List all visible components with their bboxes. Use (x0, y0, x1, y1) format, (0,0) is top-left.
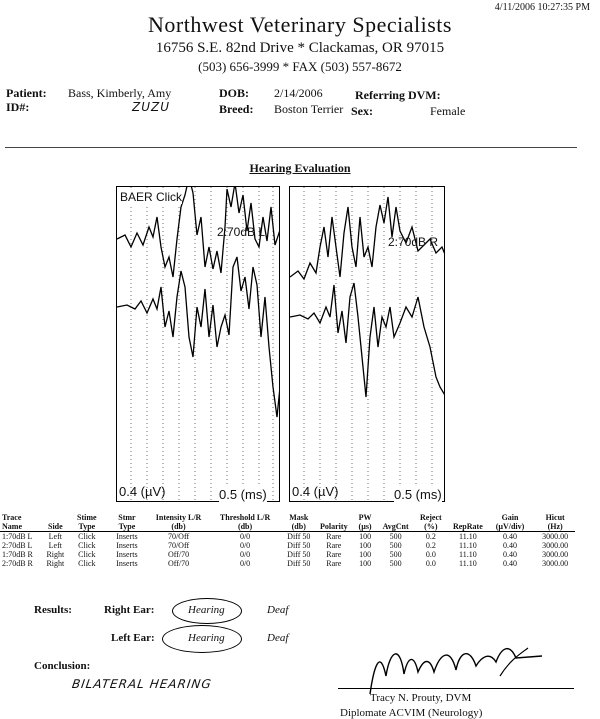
cell: Inserts (116, 541, 138, 550)
scale-uv-right: 0.4 (µV) (292, 484, 339, 499)
col-mask: Mask (db) (289, 513, 309, 531)
scale-ms-left: 0.5 (ms) (219, 487, 267, 502)
signer-title: Diplomate ACVIM (Neurology) (340, 707, 483, 719)
col-trace-name: Trace Name (2, 513, 22, 531)
col-polarity: Polarity (320, 522, 348, 531)
col-reject: Reject (%) (419, 513, 442, 531)
cell: Inserts (116, 532, 138, 541)
results-label: Results: (34, 604, 72, 616)
clinic-address: 16756 S.E. 82nd Drive * Clackamas, OR 97015 (155, 40, 445, 56)
panel-title-left: BAER Click (120, 190, 183, 204)
cell: Rare (326, 559, 342, 568)
cell: 0.0 (425, 559, 436, 568)
trace-table (0, 513, 575, 568)
cell: Rare (326, 532, 342, 541)
table-row (0, 541, 575, 550)
right-ear-deaf[interactable]: Deaf (267, 604, 289, 616)
col-stmr-type: Stmr Type (118, 513, 136, 531)
timestamp: 4/11/2006 10:27:35 PM (494, 2, 590, 13)
cell: 500 (389, 541, 402, 550)
scale-uv-left: 0.4 (µV) (119, 484, 166, 499)
col-threshold: Threshold L/R (db) (219, 513, 271, 531)
cell: Click (78, 532, 96, 541)
trace-table-header (0, 513, 575, 532)
id-label: ID#: (6, 100, 30, 114)
referring-dvm-label: Referring DVM: (355, 88, 441, 102)
col-avgcnt: AvgCnt (382, 522, 409, 531)
cell: Diff 50 (287, 532, 311, 541)
cell: Off/70 (167, 559, 190, 568)
cell: 11.10 (459, 559, 477, 568)
cell: 11.10 (459, 550, 477, 559)
conclusion-label: Conclusion: (34, 660, 91, 672)
cell: Diff 50 (287, 541, 311, 550)
signer-name: Tracy N. Prouty, DVM (370, 692, 472, 704)
cell: 0/0 (239, 550, 251, 559)
cell: Left (48, 541, 62, 550)
table-row (0, 559, 575, 568)
col-stime-type: Stime Type (77, 513, 97, 531)
baer-panel-right (289, 186, 445, 502)
col-gain: Gain (µV/div) (495, 513, 525, 531)
cell: 100 (359, 541, 372, 550)
trace-label-left: 2:70dB L (217, 225, 266, 239)
clinic-name: Northwest Veterinary Specialists (148, 12, 452, 37)
dob-value: 2/14/2006 (274, 86, 323, 100)
dob-label: DOB: (219, 86, 249, 100)
cell: 500 (389, 550, 402, 559)
cell: 0.40 (503, 550, 518, 559)
patient-label: Patient: (6, 86, 47, 100)
cell: 1:70dB L (2, 532, 33, 541)
left-ear-deaf[interactable]: Deaf (267, 632, 289, 644)
cell: 500 (389, 532, 402, 541)
cell: 500 (389, 559, 402, 568)
table-row (0, 532, 575, 542)
cell: 0.40 (503, 532, 518, 541)
col-intensity: Intensity L/R (db) (155, 513, 202, 531)
cell: 2:70dB L (2, 541, 33, 550)
cell: 70/Off (167, 532, 190, 541)
cell: Rare (326, 541, 342, 550)
id-value: ZUZU (132, 100, 171, 114)
cell: 3000.00 (542, 550, 569, 559)
cell: 1:70dB R (2, 550, 33, 559)
trace-label-right: 2:70dB R (388, 235, 439, 249)
cell: 0/0 (239, 541, 251, 550)
breed-value: Boston Terrier (274, 102, 344, 116)
cell: 11.10 (459, 532, 477, 541)
cell: 0.0 (425, 550, 436, 559)
cell: Click (78, 541, 96, 550)
cell: 70/Off (167, 541, 190, 550)
cell: Diff 50 (287, 559, 311, 568)
left-ear-label: Left Ear: (111, 632, 155, 644)
left-ear-hearing[interactable]: Hearing (188, 632, 225, 644)
cell: 0.2 (425, 532, 436, 541)
breed-label: Breed: (219, 102, 254, 116)
cell: 100 (359, 550, 372, 559)
cell: 100 (359, 559, 372, 568)
cell: Click (78, 550, 96, 559)
col-pw: PW (µs) (358, 513, 372, 531)
cell: Right (46, 550, 65, 559)
baer-panel-left (116, 186, 280, 502)
cell: 0/0 (239, 559, 251, 568)
scale-ms-right: 0.5 (ms) (394, 487, 442, 502)
table-row (0, 550, 575, 559)
cell: Off/70 (167, 550, 190, 559)
cell: 11.10 (459, 541, 477, 550)
sex-label: Sex: (351, 104, 373, 118)
patient-name: Bass, Kimberly, Amy (68, 86, 172, 100)
clinic-phone: (503) 656-3999 * FAX (503) 557-8672 (198, 59, 402, 74)
divider (5, 147, 577, 148)
right-ear-hearing[interactable]: Hearing (188, 604, 225, 616)
cell: Inserts (116, 559, 138, 568)
cell: Right (46, 559, 65, 568)
signature-scribble (360, 636, 550, 696)
cell: 3000.00 (542, 541, 569, 550)
right-ear-label: Right Ear: (104, 604, 155, 616)
cell: Left (48, 532, 62, 541)
conclusion-text: BILATERAL HEARING (71, 677, 213, 691)
cell: Rare (326, 550, 342, 559)
col-reprate: RepRate (452, 522, 483, 531)
cell: 2:70dB R (2, 559, 33, 568)
cell: 100 (359, 532, 372, 541)
sex-value: Female (430, 104, 466, 118)
cell: 0.2 (425, 541, 436, 550)
cell: 3000.00 (542, 559, 569, 568)
cell: 0.40 (503, 559, 518, 568)
cell: 0/0 (239, 532, 251, 541)
cell: 0.40 (503, 541, 518, 550)
cell: Inserts (116, 550, 138, 559)
col-hicut: Hicut (Hz) (545, 513, 565, 531)
cell: Diff 50 (287, 550, 311, 559)
cell: 3000.00 (542, 532, 569, 541)
section-title: Hearing Evaluation (249, 161, 351, 175)
col-side: Side (48, 522, 63, 531)
cell: Click (78, 559, 96, 568)
signature-line (338, 688, 574, 689)
